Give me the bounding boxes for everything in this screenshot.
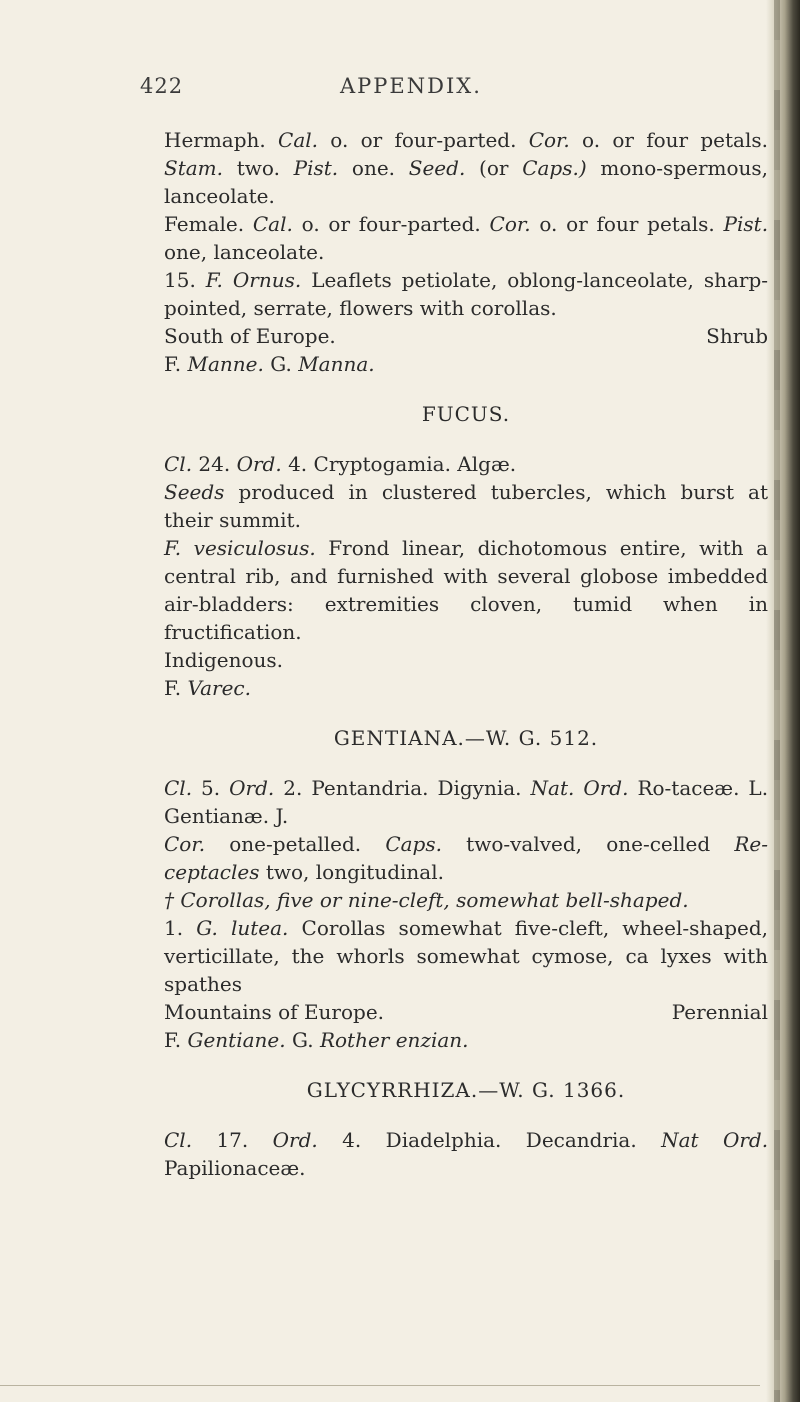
running-header — [140, 72, 768, 106]
fucus-classification: Cl. 24. Ord. 4. Cryptogamia. Algæ. — [164, 452, 517, 476]
page-bottom-rule — [0, 1385, 760, 1386]
gentiana-species-description: 1. G. lutea. Corollas somewhat five-cleft, wheel-shaped, verticillate, the whorls somewhat cymose, ca lyxes with spathes — [164, 916, 769, 996]
fucus-seeds: Seeds produced in clustered tubercles, which burst at their summit. — [164, 480, 769, 532]
glycyrrhiza-classification: Cl. 17. Ord. 4. Diadelphia. Decandria. Nat Ord. Papilionaceæ. — [164, 1128, 769, 1180]
fucus-common-names: F. Varec. — [164, 676, 251, 700]
gentiana-common-names: F. Gentiane. G. Rother enzian. — [164, 1028, 469, 1052]
gentiana-characters: Cor. one-petalled. Caps. two-valved, one-celled Re-ceptacles two, longitudinal. — [164, 832, 769, 884]
gentiana-section: † Corollas, five or nine-cleft, somewhat bell-shaped. — [164, 888, 689, 912]
fucus-species-description: F. vesiculosus. Frond linear, dichotomous entire, with a central rib, and furnished with several globose imbedded air-bladders: extremities cloven, tumid when in fructification. — [164, 536, 769, 644]
hermaph-description: Hermaph. Cal. o. or four-parted. Cor. o. or four petals. Stam. two. Pist. one. Seed. (or Caps.) mono-spermous, lanceolate. — [164, 128, 769, 208]
species-15-description: 15. F. Ornus. Leaflets petiolate, oblong-lanceolate, sharp-pointed, serrate, flowers with corollas. — [164, 268, 769, 320]
running-title: APPENDIX. — [340, 74, 482, 98]
gentiana-habitat-row — [164, 998, 768, 1026]
page-number: 422 — [140, 74, 184, 98]
book-binding-edge — [766, 0, 800, 1402]
genus-heading-gentiana: GENTIANA.—W. G. 512. — [333, 726, 599, 750]
genus-heading-glycyrrhiza: GLYCYRRHIZA.—W. G. 1366. — [306, 1078, 626, 1102]
genus-heading-fucus: FUCUS. — [421, 402, 511, 426]
gentiana-classification: Cl. 5. Ord. 2. Pentandria. Digynia. Nat. Ord. Ro-taceæ. L. Gentianæ. J. — [164, 776, 769, 828]
habit: Perennial — [671, 1000, 768, 1024]
habit: Shrub — [706, 324, 768, 348]
habitat: South of Europe. — [164, 324, 336, 348]
species-15-common-names: F. Manne. G. Manna. — [164, 352, 375, 376]
habitat: Mountains of Europe. — [164, 1000, 385, 1024]
female-description: Female. Cal. o. or four-parted. Cor. o. or four petals. Pist. one, lanceolate. — [164, 212, 769, 264]
species-15-habitat-row — [164, 322, 768, 350]
fucus-habitat: Indigenous. — [164, 648, 284, 672]
page-body — [140, 72, 769, 1182]
